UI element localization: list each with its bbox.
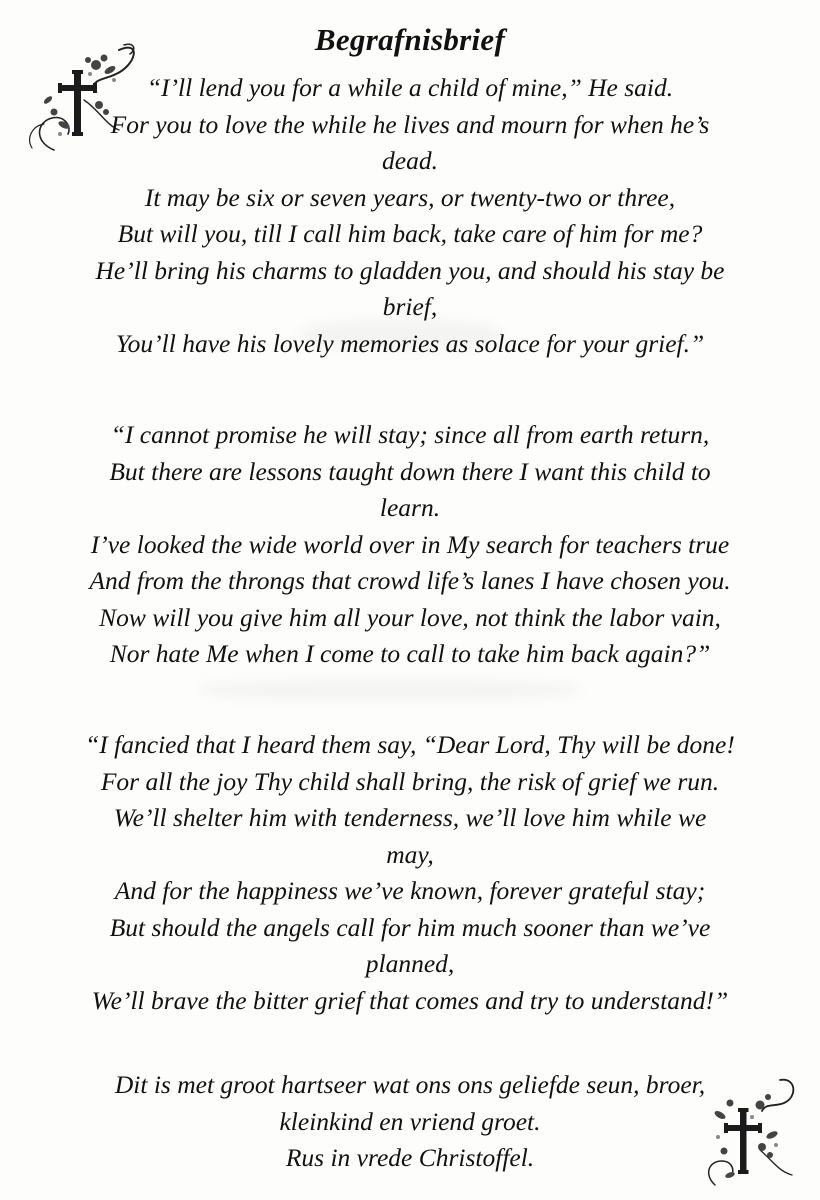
poem-stanza-3: [30, 727, 790, 1019]
farewell-line: Dit is met groot hartseer wat ons ons geliefde seun, broer,: [114, 1070, 706, 1099]
poem-line: brief,: [382, 292, 438, 321]
poem-line: And from the throngs that crowd life’s lanes I have chosen you.: [89, 566, 731, 595]
poem-stanza-2: [30, 417, 790, 673]
poem-line: Now will you give him all your love, not think the labor vain,: [99, 602, 721, 632]
poem-line: Nor hate Me when I come to call to take him back again?”: [109, 639, 711, 668]
poem-line: He’ll bring his charms to gladden you, and should his stay be: [95, 255, 725, 285]
poem-line: But there are lessons taught down there I want this child to: [109, 456, 711, 486]
poem-line: may,: [386, 839, 434, 869]
poem-line: “I cannot promise he will stay; since all from earth return,: [110, 420, 710, 449]
poem-line: You’ll have his lovely memories as solace for your grief.”: [115, 328, 705, 358]
poem-line: dead.: [382, 146, 438, 175]
poem-line: learn.: [379, 493, 441, 522]
poem-line: But will you, till I call him back, take care of him for me?: [117, 219, 703, 248]
poem-line: “I’ll lend you for a while a child of mine,” He said.: [146, 73, 674, 102]
poem-line: We’ll shelter him with tenderness, we’ll love him while we: [113, 803, 707, 832]
page-title: Begrafnisbrief: [314, 22, 506, 57]
poem-line: It may be six or seven years, or twenty-two or three,: [144, 182, 676, 212]
paper-smudge: [200, 680, 580, 700]
farewell-line: Rus in vrede Christoffel.: [285, 1143, 535, 1172]
farewell-message: [30, 1067, 790, 1177]
poem-line: But should the angels call for him much sooner than we’ve: [109, 912, 711, 942]
poem-stanza-1: [30, 70, 790, 362]
poem-line: For you to love the while he lives and mourn for when he’s: [110, 109, 710, 139]
poem-line: planned,: [365, 949, 455, 978]
poem-line: We’ll brave the bitter grief that comes and try to understand!”: [91, 985, 729, 1015]
poem-line: I’ve looked the wide world over in My search for teachers true: [90, 529, 730, 559]
farewell-line: kleinkind en vriend groet.: [279, 1106, 541, 1136]
poem-line: “I fancied that I heard them say, “Dear Lord, Thy will be done!: [85, 730, 735, 759]
poem-line: And for the happiness we’ve known, forever grateful stay;: [114, 876, 706, 905]
poem-line: For all the joy Thy child shall bring, the risk of grief we run.: [100, 766, 720, 796]
